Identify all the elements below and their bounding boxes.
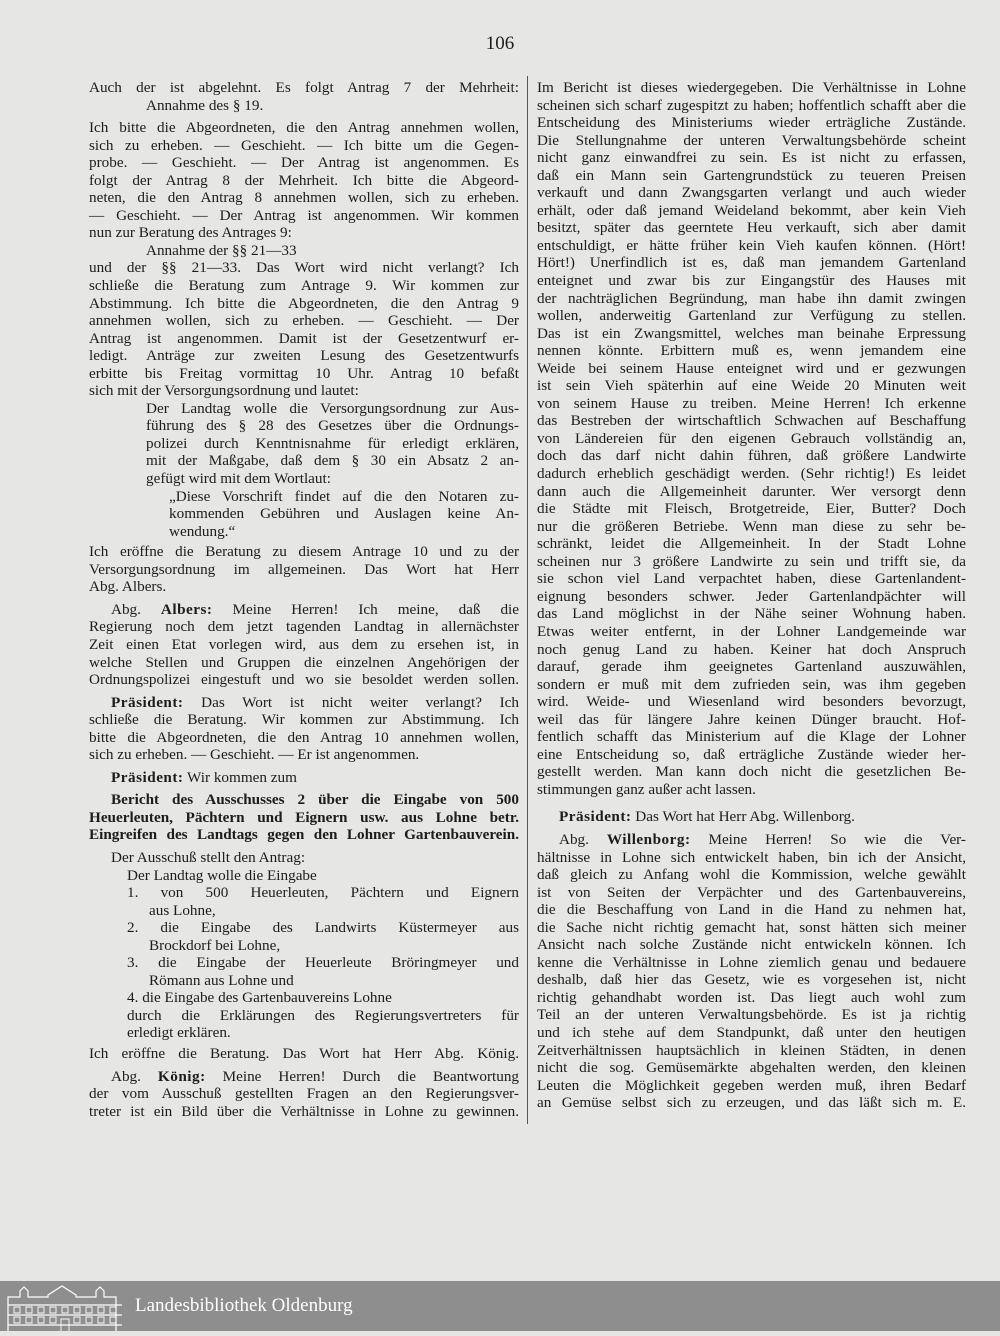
- text-line: ledigt. Anträge zur zweiten Lesung des Gesetzentwurfs: [89, 347, 519, 365]
- text-line: Regierung noch dem jetzt tagenden Landtag in allernächster: [89, 618, 519, 636]
- text-line: wollen, anderweitig Gartenland zur Verfügung zu stellen.: [537, 307, 966, 325]
- text-line: schließe die Beratung zum Antrage 9. Wir kommen zur: [89, 277, 519, 295]
- speech-paragraph: [89, 601, 519, 689]
- text-line: Im Bericht ist dieses wiedergegeben. Die Verhältnisse in Lohne: [537, 79, 966, 96]
- text-line: Etwas weiter entfernt, in der Lohner Landgemeinde war: [537, 622, 966, 640]
- speech-paragraph: [537, 831, 966, 1112]
- quote-paragraph: [89, 488, 519, 541]
- text-line: folgt der Antrag 8 der Mehrheit. Ich bitte die Abgeord-: [89, 171, 519, 189]
- text-line: erbitte bis Freitag vormittag 10 Uhr. Antrag 10 befaßt: [89, 364, 519, 382]
- text-line: Der Ausschuß stellt den Antrag:: [111, 848, 306, 866]
- text-line: der vom Ausschuß gestellten Fragen an den Regierungsver-: [89, 1085, 519, 1103]
- speech-first-line: [537, 831, 966, 849]
- text-line: Auch der ist abgelehnt. Es folgt Antrag 7 der Mehrheit:: [89, 79, 519, 96]
- speech-text: Meine Herren! Durch die Beantwortung: [205, 1067, 520, 1085]
- text-line: Teil an der unteren Verwaltungsbehörde. Es ist ja richtig: [537, 1006, 966, 1024]
- text-line: Der Landtag wolle die Versorgungsordnung zur Aus-: [146, 399, 519, 417]
- speech-text: Meine Herren! So wie die Ver-: [690, 830, 966, 848]
- formula-paragraph: [89, 97, 519, 115]
- speaker-title: Abg.: [111, 600, 161, 618]
- text-line: Die Stellungnahme der unteren Verwaltungsbehörde scheint: [537, 131, 966, 149]
- library-name: Landesbibliothek Oldenburg: [135, 1295, 353, 1316]
- text-line: Zeitverhältnissen hauptsächlich in kleinen Städten, in denen: [537, 1041, 966, 1059]
- text-line: eignung besonders schwer. Jeder Gartenlandpächter will: [537, 587, 966, 605]
- text-line: gefügt wird mit dem Wortlaut:: [146, 470, 331, 488]
- speech-text: Das Wort hat Herr Abg. Willenborg.: [631, 808, 855, 826]
- page-number: 106: [485, 33, 515, 54]
- text-line: Abstimmung. Ich bitte die Abgeordneten, die den Antrag 9: [89, 294, 519, 312]
- text-line: Annahme des § 19.: [146, 96, 264, 114]
- text-line: ist von Seiten der Verpächter und des Gartenbauvereins,: [537, 883, 966, 901]
- text-line: Bericht des Ausschusses 2 über die Eingabe von 500: [111, 791, 519, 809]
- speech-first-line: [89, 694, 519, 712]
- speech-first-line: [89, 1068, 519, 1086]
- list-item-line: Brockdorf bei Lohne,: [149, 936, 281, 954]
- speaker-name: König:: [157, 1067, 206, 1085]
- text-paragraph: [89, 119, 519, 242]
- text-line: wendung.“: [169, 522, 236, 540]
- text-line: Leuten die Möglichkeit gegeben werden muß, ihren Bedarf: [537, 1076, 966, 1094]
- text-line: Ansicht nach solche Zustände nicht entwickeln können. Ich: [537, 936, 966, 954]
- text-line: nennen könnte. Erbittern muß es, wenn jemandem eine: [537, 342, 966, 360]
- text-line: — Geschieht. — Der Antrag ist angenommen. Wir kommen: [89, 206, 519, 224]
- text-line: welche Stellen und Gruppen die einzelnen Angehörigen der: [89, 653, 519, 671]
- text-line: darauf, gerade ihm geeignetes Gartenland auszuwählen,: [537, 658, 966, 676]
- text-line: doch das darf nicht dahin führen, daß größere Landwirte: [537, 447, 966, 465]
- text-line: führung des § 28 des Gesetzes über die Ordnungs-: [146, 417, 519, 435]
- list-item-line: 4. die Eingabe des Gartenbauvereins Lohne: [127, 989, 392, 1007]
- text-line: schließe die Beratung. Wir kommen zur Abstimmung. Ich: [89, 711, 519, 729]
- column-divider: [527, 76, 528, 1124]
- text-line: nicht die sog. Gemüsemärkte abgehalten werden, den kleinen: [537, 1059, 966, 1077]
- speech-text: Wir kommen zum: [183, 768, 297, 786]
- text-line: von Ländereien für den eigenen Gebrauch vollständig an,: [537, 429, 966, 447]
- library-building-logo-icon: [6, 1285, 124, 1336]
- text-line: schränkt, leidet die Allgemeinheit. In der Stadt Lohne: [537, 535, 966, 553]
- speech-paragraph: [89, 694, 519, 764]
- text-line: Antrag ist angenommen. Damit ist der Gesetzentwurf er-: [89, 329, 519, 347]
- text-line: polizei durch Kenntnisnahme für erledigt erklären,: [146, 434, 519, 452]
- text-line: nur die größeren Betriebe. Wenn man diese zu sehr be-: [537, 517, 966, 535]
- speaker-title: Abg.: [559, 830, 607, 848]
- text-line: Weide bei seinem Hause enteignet wird und er gezwungen: [537, 359, 966, 377]
- speech-text: Meine Herren! Ich meine, daß die: [212, 600, 520, 618]
- text-line: Ich eröffne die Beratung zu diesem Antrage 10 und zu der: [89, 543, 519, 561]
- text-line: scheinen sich scharf zugespitzt zu haben; hoffentlich schafft aber die: [537, 96, 966, 114]
- text-line: sich zu erheben. — Geschieht. — Er ist angenommen.: [89, 746, 420, 764]
- text-line: erhält, oder daß jemand Weideland bekommt, aber kein Vieh: [537, 201, 966, 219]
- text-line: sich zu erheben. — Geschieht. — Ich bitte um die Gegen-: [89, 136, 519, 154]
- text-paragraph: [89, 259, 519, 399]
- text-line: stimmungen ganz außer acht lassen.: [537, 780, 756, 798]
- text-line: das Land möglichst in der Nähe seiner Wohnung haben.: [537, 605, 966, 623]
- text-line: die Sache nicht richtig gemacht hat, sonst hätten sich meiner: [537, 918, 966, 936]
- text-line: deshalb, daß hier das Gesetz, wie es vorgesehen ist, nicht: [537, 971, 966, 989]
- text-line: treter ist ein Bild über die Verhältnisse in Lohne zu gewinnen.: [89, 1102, 519, 1120]
- list-item-line: Römann aus Lohne und: [149, 971, 294, 989]
- text-line: weil das für längere Jahre keinen Dünger braucht. Hof-: [537, 710, 966, 728]
- speaker-name: Präsident:: [111, 693, 184, 711]
- text-line: gestellt werden. Man kann doch nicht die gesetzlichen Be-: [537, 763, 966, 781]
- text-paragraph: [89, 543, 519, 596]
- text-line: entschuldigt, er hätte früher kein Vieh kaufen können. (Hört!: [537, 236, 966, 254]
- list-item-line: aus Lohne,: [149, 901, 216, 919]
- text-line: bitte die Abgeordneten, die den Antrag 10 annehmen wollen,: [89, 728, 519, 746]
- text-line: dann auch die Allgemeinheit darunter. Wer versorgt denn: [537, 482, 966, 500]
- intro-paragraph: [89, 849, 519, 867]
- speech-paragraph: [89, 1068, 519, 1121]
- text-line: die die Beschaffung von Land in die Hand zu nehmen hat,: [537, 901, 966, 919]
- text-line: und der §§ 21—33. Das Wort wird nicht verlangt? Ich: [89, 259, 519, 277]
- text-paragraph: [89, 1045, 519, 1063]
- text-line: kommenden Gebühren und Auslagen keine An-: [169, 505, 519, 523]
- library-footer-banner: [0, 1281, 1000, 1331]
- text-line: besitzt, später das geerntete Heu verkauft, sich aber damit: [537, 219, 966, 237]
- text-line: erledigt erklären.: [127, 1024, 231, 1042]
- text-paragraph: [537, 79, 966, 798]
- text-line: durch die Erklärungen des Regierungsvertreters für: [127, 1006, 519, 1024]
- speech-paragraph: [537, 808, 966, 826]
- motion-paragraph: [89, 400, 519, 488]
- list-item-line: 3. die Eingabe der Heuerleute Bröringmeyer und: [127, 954, 519, 972]
- text-line: das Bestreben der wirtschaftlich Schwachen auf Beschaffung: [537, 412, 966, 430]
- speech-first-line: [537, 808, 966, 826]
- text-line: Das ist ein Zwangsmittel, welches man beinahe Erpressung: [537, 324, 966, 342]
- text-line: eine Entscheidung so, daß erträgliche Zustände wieder her-: [537, 745, 966, 763]
- text-line: „Diese Vorschrift findet auf die den Notaren zu-: [169, 487, 519, 505]
- text-line: fentlich schafft das Ministerium auf die Klage der Lohner: [537, 728, 966, 746]
- speaker-title: Abg.: [111, 1067, 158, 1085]
- list-paragraph: [89, 884, 519, 1007]
- text-line: die Städte mit Fleisch, Brotgetreide, Eier, Butter? Doch: [537, 500, 966, 518]
- text-line: Ordnungspolizei eingestuft und wo sie besoldet werden sollen.: [89, 671, 519, 689]
- text-line: verkauft und dann Zwangsgarten verlangt und auch wieder: [537, 184, 966, 202]
- text-line: scheinen nur 3 größere Landwirte zu sein und trifft sie, da: [537, 552, 966, 570]
- speech-first-line: [89, 769, 519, 787]
- speaker-name: Willenborg:: [606, 830, 691, 848]
- text-line: der nachträglichen Begründung, man habe ihn damit zwingen: [537, 289, 966, 307]
- left-text-column: [89, 79, 519, 1120]
- text-line: Hört!) Unerfindlich ist es, daß man jemandem Gartenland: [537, 254, 966, 272]
- text-line: nun zur Beratung des Antrages 9:: [89, 224, 292, 242]
- speaker-name: Albers:: [160, 600, 213, 618]
- heading-paragraph: [89, 791, 519, 844]
- text-line: sie schon viel Land verpachtet haben, diese Gartenlandent-: [537, 570, 966, 588]
- text-line: Heuerleuten, Pächtern und Eignern usw. aus Lohne betr.: [89, 808, 519, 826]
- text-line: ist sein Vieh späterhin auf eine Weide 20 Minuten weit: [537, 377, 966, 395]
- speech-first-line: [89, 601, 519, 619]
- text-line: Eingreifen des Landtags gegen den Lohner Gartenbauverein.: [89, 826, 519, 844]
- text-line: sondern er muß mit dem zufrieden sein, was ihm gegeben: [537, 675, 966, 693]
- right-text-column: [537, 79, 966, 1112]
- text-line: kenne die Verhältnisse in Lohne ziemlich genau und bedauere: [537, 953, 966, 971]
- text-line: Ich bitte die Abgeordneten, die den Antrag annehmen wollen,: [89, 119, 519, 137]
- text-line: wird. Weide- und Wiesenland wird besonders bevorzugt,: [537, 693, 966, 711]
- text-line: Abg. Albers.: [89, 578, 167, 596]
- text-paragraph: [89, 79, 519, 97]
- text-line: Ich eröffne die Beratung. Das Wort hat Herr Abg. König.: [89, 1044, 519, 1062]
- text-line: probe. — Geschieht. — Der Antrag ist angenommen. Es: [89, 154, 519, 172]
- text-line: von seinem Hause zu treiben. Meine Herren! Ich erkenne: [537, 394, 966, 412]
- text-line: und ich stehe auf dem Standpunkt, daß unter den heutigen: [537, 1023, 966, 1041]
- text-line: Annahme der §§ 21—33: [146, 241, 297, 259]
- formula-paragraph: [89, 242, 519, 260]
- text-line: enteignet und zwar bis zur Eingangstür des Hauses mit: [537, 272, 966, 290]
- sub-paragraph: [89, 1007, 519, 1042]
- text-line: Versorgungsordnung im allgemeinen. Das Wort hat Herr: [89, 560, 519, 578]
- speech-text: Das Wort ist nicht weiter verlangt? Ich: [183, 693, 519, 711]
- text-line: mit der Maßgabe, daß dem § 30 ein Absatz 2 an-: [146, 452, 519, 470]
- text-line: Der Landtag wolle die Eingabe: [127, 866, 317, 884]
- text-line: sich mit der Versorgungsordnung und lautet:: [89, 382, 359, 400]
- text-line: hältnisse in Lohne sich entwickelt haben, bin ich der Ansicht,: [537, 848, 966, 866]
- sub-paragraph: [89, 867, 519, 885]
- speaker-name: Präsident:: [559, 808, 632, 826]
- text-line: an Gemüse selbst sich zu erzeugen, und das läßt sich m. E.: [537, 1094, 966, 1112]
- text-line: dadurch erheblich geschädigt werden. (Sehr richtig!) Es leidet: [537, 465, 966, 483]
- text-line: noch genug Land zu haben. Keiner hat doch Anspruch: [537, 640, 966, 658]
- text-line: daß ein Mann sein Gartengrundstück zu teueren Preisen: [537, 166, 966, 184]
- text-line: richtig gehandhabt worden ist. Das liegt auch wohl zum: [537, 988, 966, 1006]
- text-line: neten, die den Antrag 8 annehmen wollen, sich zu erheben.: [89, 189, 519, 207]
- speech-paragraph: [89, 769, 519, 787]
- list-item-line: 2. die Eingabe des Landwirts Küstermeyer aus: [127, 919, 519, 937]
- text-line: nicht ganz einwandfrei zu sein. Es ist nicht zu erfassen,: [537, 149, 966, 167]
- text-line: daß gleich zu Anfang wohl die Kommission, welche gewählt: [537, 866, 966, 884]
- list-item-line: 1. von 500 Heuerleuten, Pächtern und Eignern: [127, 884, 519, 902]
- speaker-name: Präsident:: [111, 768, 184, 786]
- text-line: Entscheidung des Ministeriums wieder erträgliche Zustände.: [537, 114, 966, 132]
- text-line: Zeit einen Etat vorlegen wird, aus dem zu ersehen ist, in: [89, 635, 519, 653]
- text-line: annehmen wollen, sich zu erheben. — Geschieht. — Der: [89, 312, 519, 330]
